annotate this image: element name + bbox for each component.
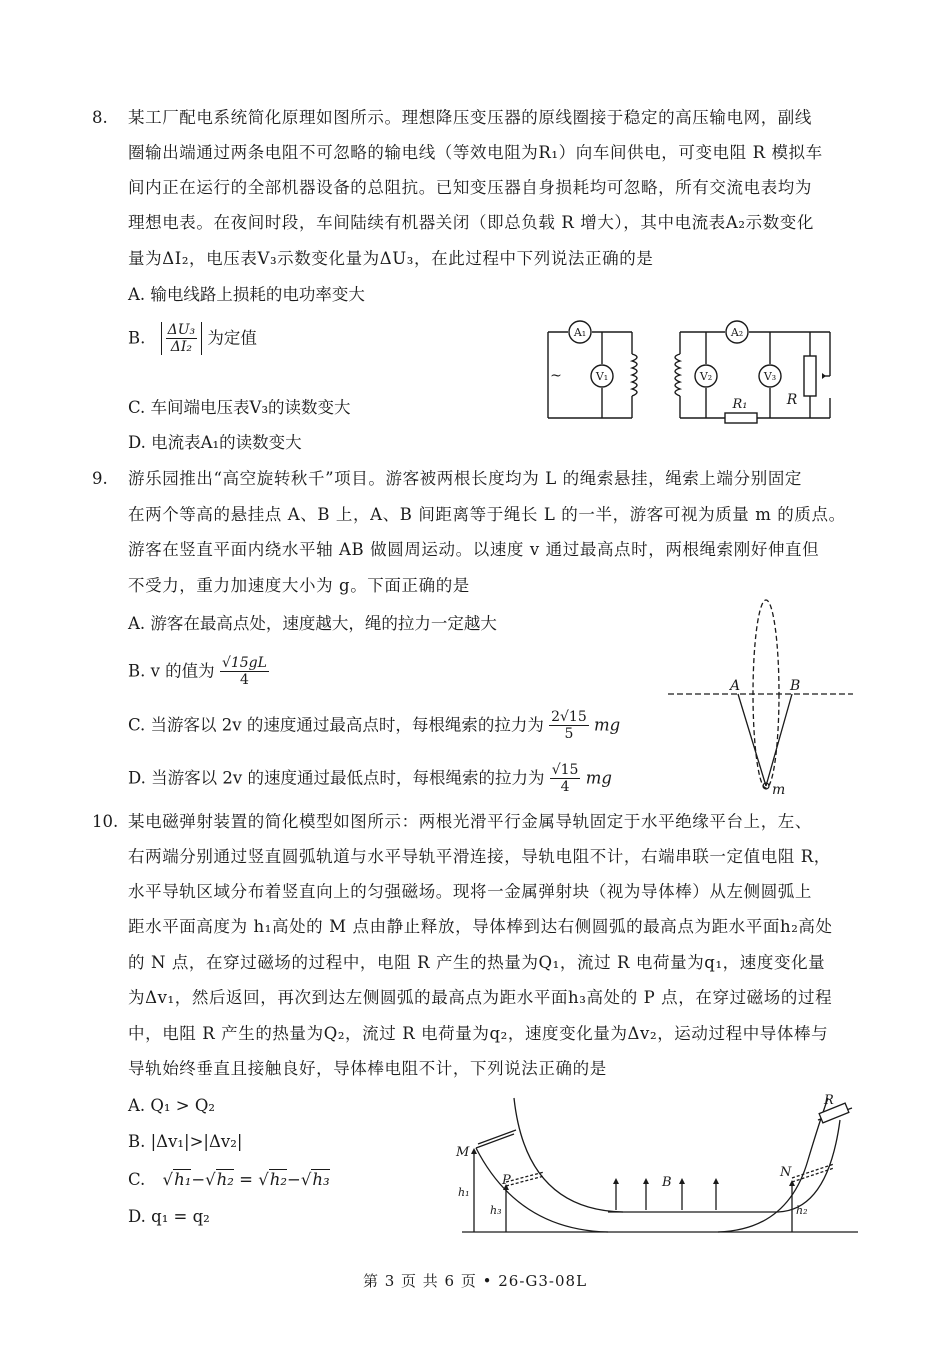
q8-option-b-numerator: ΔU₃ — [167, 322, 196, 338]
q9-option-c-fraction — [549, 709, 589, 742]
q8-line-3: 间内正在运行的全部机器设备的总阻抗。已知变压器自身损耗均可忽略，所有交流电表均为 — [128, 178, 812, 197]
q9-option-d — [128, 762, 612, 795]
q9-option-c-prefix: C. 当游客以 2v 的速度通过最高点时，每根绳索的拉力为 — [128, 715, 544, 735]
q9-option-d-numerator: √15 — [551, 762, 579, 778]
q8-option-b-label: B. — [128, 328, 146, 348]
q8-line-2: 圈输出端通过两条电阻不可忽略的输电线（等效电阻为R₁）向车间供电，可变电阻 R 模拟车 — [128, 143, 823, 162]
q8-meter-v2: V₂ — [699, 370, 713, 383]
q9-option-d-prefix: D. 当游客以 2v 的速度通过最低点时，每根绳索的拉力为 — [128, 768, 545, 788]
q10-option-c: C. √h₁−√h₂ = √h₂−√h₃ — [128, 1170, 330, 1189]
q8-source-symbol: ~ — [550, 368, 562, 384]
page-footer: 第 3 页 共 6 页 • 26-G3-08L — [362, 1272, 588, 1290]
q10-line-5: 的 N 点，在穿过磁场的过程中，电阻 R 产生的热量为Q₁，流过 R 电荷量为q₁，速度变化量 — [128, 953, 826, 972]
q8-option-b-denominator: ΔI₂ — [170, 339, 193, 355]
q9-line-4: 不受力，重力加速度大小为 g。下面正确的是 — [128, 576, 470, 595]
q9-swing-figure — [668, 598, 858, 798]
q8-option-c: C. 车间端电压表V₃的读数变大 — [128, 398, 351, 417]
q10-line-7: 中，电阻 R 产生的热量为Q₂，流过 R 电荷量为q₂，速度变化量为Δv₂，运动过程中导体棒与 — [128, 1024, 829, 1043]
q10-label-h1: h₁ — [458, 1186, 470, 1199]
q10-label-p: P — [502, 1173, 511, 1188]
q10-option-c-minus-2: − — [287, 1170, 301, 1189]
q9-label-b: B — [790, 678, 801, 694]
q10-label-n: N — [780, 1165, 792, 1180]
q9-option-b-numerator: √15gL — [221, 655, 267, 671]
q10-line-6: 为Δv₁，然后返回，再次到达左侧圆弧的最高点为距水平面h₃高处的 P 点，在穿过磁场的过程 — [128, 988, 833, 1007]
q10-option-c-term-2: h₂ — [216, 1170, 234, 1189]
q10-option-c-label: C. — [128, 1170, 146, 1189]
q8-option-a: A. 输电线路上损耗的电功率变大 — [128, 285, 365, 304]
q10-option-a: A. Q₁ > Q₂ — [128, 1096, 216, 1115]
q9-option-b-denominator: 4 — [239, 672, 249, 688]
q9-line-1: 游乐园推出“高空旋转秋千”项目。游客被两根长度均为 L 的绳索悬挂，绳索上端分别固定 — [128, 469, 803, 488]
q9-label-a: A — [730, 678, 741, 694]
q9-option-c-denominator: 5 — [564, 726, 574, 742]
q10-option-d: D. q₁ = q₂ — [128, 1207, 210, 1226]
q9-option-b — [128, 655, 269, 688]
q8-line-1: 某工厂配电系统简化原理如图所示。理想降压变压器的原线圈接于稳定的高压输电网，副线 — [128, 108, 812, 127]
q10-option-c-equals: = — [233, 1170, 259, 1189]
q10-line-1: 某电磁弹射装置的简化模型如图所示：两根光滑平行金属导轨固定于水平绝缘平台上，左、 — [128, 812, 812, 831]
q10-line-2: 右两端分别通过竖直圆弧轨道与水平导轨平滑连接，导轨电阻不计，右端串联一定值电阻 R， — [128, 847, 831, 866]
q10-option-c-minus-1: − — [191, 1170, 206, 1189]
q10-rail-figure — [448, 1090, 868, 1240]
q10-label-r: R — [824, 1093, 834, 1108]
q8-line-5: 量为ΔI₂，电压表V₃示数变化量为ΔU₃，在此过程中下列说法正确的是 — [128, 249, 654, 268]
q9-line-3: 游客在竖直平面内绕水平轴 AB 做圆周运动。以速度 v 通过最高点时，两根绳索刚好伸直但 — [128, 540, 820, 559]
q10-label-h2: h₂ — [796, 1204, 808, 1217]
q9-option-b-fraction — [220, 655, 269, 688]
q10-label-m: M — [456, 1145, 470, 1160]
q9-label-m: m — [772, 782, 786, 798]
q10-option-c-term-4: h₃ — [312, 1170, 330, 1189]
q10-option-c-term-1: h₁ — [174, 1170, 192, 1189]
q10-option-c-term-3: h₂ — [269, 1170, 287, 1189]
q8-meter-a2: A₂ — [730, 326, 744, 339]
q8-option-b-fraction — [166, 322, 198, 355]
q8-resistor-r1-label: R₁ — [732, 397, 748, 412]
q8-line-4: 理想电表。在夜间时段，车间陆续有机器关闭（即总负载 R 增大），其中电流表A₂示数变化 — [128, 213, 814, 232]
q8-meter-v1: V₁ — [595, 370, 609, 383]
q9-option-c — [128, 709, 620, 742]
q9-option-c-numerator: 2√15 — [551, 709, 587, 725]
q8-option-b-abs — [161, 322, 203, 355]
q8-meter-v3: V₃ — [763, 370, 777, 383]
q8-circuit-figure — [540, 318, 860, 428]
q8-option-b-text: 为定值 — [207, 328, 257, 348]
q9-option-d-fraction — [550, 762, 581, 795]
q9-option-a: A. 游客在最高点处，速度越大，绳的拉力一定越大 — [128, 614, 497, 633]
q8-option-d: D. 电流表A₁的读数变大 — [128, 433, 302, 452]
q9-number: 9. — [92, 469, 108, 488]
q10-line-4: 距水平面高度为 h₁高处的 M 点由静止释放，导体棒到达右侧圆弧的最高点为距水平面h₂高处 — [128, 917, 833, 936]
q8-number: 8. — [92, 108, 108, 127]
q9-option-c-suffix: mg — [594, 715, 621, 735]
q10-line-8: 导轨始终垂直且接触良好，导体棒电阻不计，下列说法正确的是 — [128, 1059, 607, 1078]
q9-option-d-denominator: 4 — [560, 779, 570, 795]
q9-option-b-prefix: B. v 的值为 — [128, 661, 215, 681]
q10-option-b: B. |Δv₁|>|Δv₂| — [128, 1132, 243, 1151]
q9-option-d-suffix: mg — [585, 768, 612, 788]
q10-label-h3: h₃ — [490, 1204, 502, 1217]
q8-option-b — [128, 322, 257, 355]
q10-line-3: 水平导轨区域分布着竖直向上的匀强磁场。现将一金属弹射块（视为导体棒）从左侧圆弧上 — [128, 882, 812, 901]
q10-label-b: B — [662, 1175, 672, 1190]
q8-meter-a1: A₁ — [573, 326, 587, 339]
q9-line-2: 在两个等高的悬挂点 A、B 上，A、B 间距离等于绳长 L 的一半，游客可视为质量 m 的质点。 — [128, 505, 846, 524]
q8-resistor-r-label: R — [786, 392, 798, 408]
q10-number: 10. — [92, 812, 119, 831]
